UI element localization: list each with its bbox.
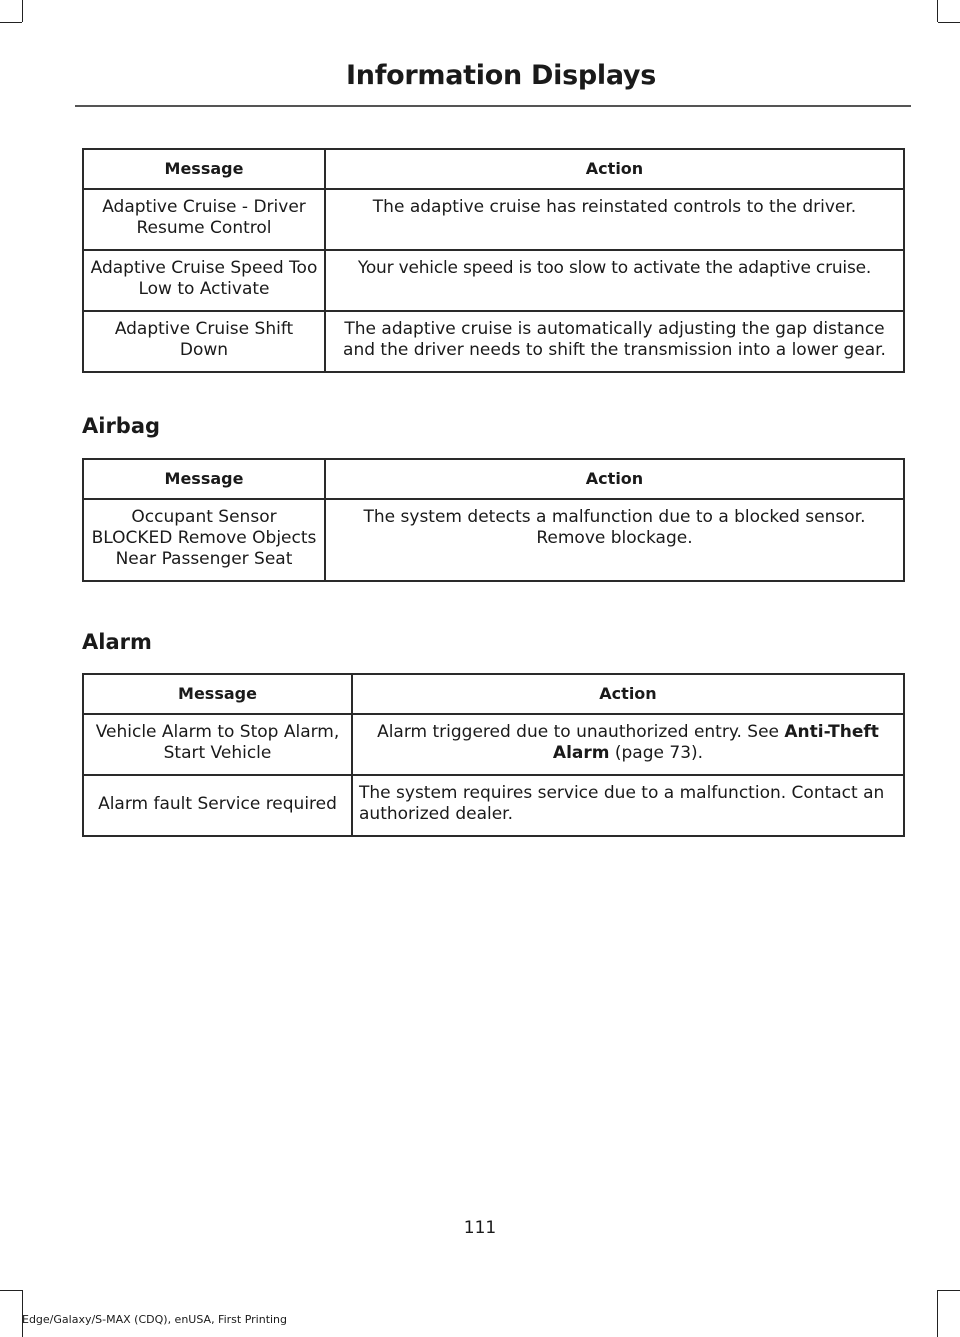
crop-mark (22, 0, 23, 22)
action-text: Alarm triggered due to unauthorized entry. See (377, 722, 785, 742)
message-cell: Alarm fault Service required (83, 775, 352, 836)
section-heading-alarm: Alarm (82, 630, 152, 654)
table-row (83, 189, 904, 250)
action-cell: Your vehicle speed is too slow to activate the adaptive cruise. (325, 250, 904, 311)
column-header-message: Message (83, 149, 325, 189)
table-row (83, 714, 904, 775)
column-header-message: Message (83, 459, 325, 499)
table-row (83, 499, 904, 581)
column-header-message: Message (83, 674, 352, 714)
column-header-action: Action (325, 149, 904, 189)
table-row (83, 775, 904, 836)
action-cell: The system detects a malfunction due to a blocked sensor. Remove blockage. (325, 499, 904, 581)
message-cell: Occupant Sensor BLOCKED Remove Objects Near Passenger Seat (83, 499, 325, 581)
crop-mark (0, 22, 22, 23)
alarm-table (82, 673, 905, 837)
crop-mark (938, 22, 960, 23)
crop-mark (938, 1290, 960, 1291)
table-row (83, 311, 904, 372)
page-reference: (page 73). (609, 743, 704, 763)
action-cell: The system requires service due to a malfunction. Contact an authorized dealer. (352, 775, 904, 836)
table-header-row (83, 674, 904, 714)
message-cell: Adaptive Cruise Speed Too Low to Activate (83, 250, 325, 311)
crop-mark (937, 1290, 938, 1337)
table-row (83, 250, 904, 311)
section-heading-airbag: Airbag (82, 414, 161, 438)
cross-reference-link[interactable]: Anti-Theft Alarm (552, 722, 879, 763)
page-number: 111 (463, 1218, 497, 1238)
column-header-action: Action (325, 459, 904, 499)
message-cell: Adaptive Cruise - Driver Resume Control (83, 189, 325, 250)
action-cell (352, 714, 904, 775)
crop-mark (0, 1290, 22, 1291)
footer-edition: Edge/Galaxy/S-MAX (CDQ), enUSA, First Printing (22, 1313, 288, 1326)
action-cell: The adaptive cruise has reinstated controls to the driver. (325, 189, 904, 250)
action-cell: The adaptive cruise is automatically adjusting the gap distance and the driver needs to shift the transmission into a lower gear. (325, 311, 904, 372)
message-cell: Vehicle Alarm to Stop Alarm, Start Vehicle (83, 714, 352, 775)
column-header-action: Action (352, 674, 904, 714)
message-cell: Adaptive Cruise Shift Down (83, 311, 325, 372)
title-divider (75, 105, 911, 107)
table-header-row (83, 149, 904, 189)
airbag-table (82, 458, 905, 582)
adaptive-cruise-table (82, 148, 905, 373)
crop-mark (937, 0, 938, 22)
page-title: Information Displays (346, 60, 656, 91)
table-header-row (83, 459, 904, 499)
